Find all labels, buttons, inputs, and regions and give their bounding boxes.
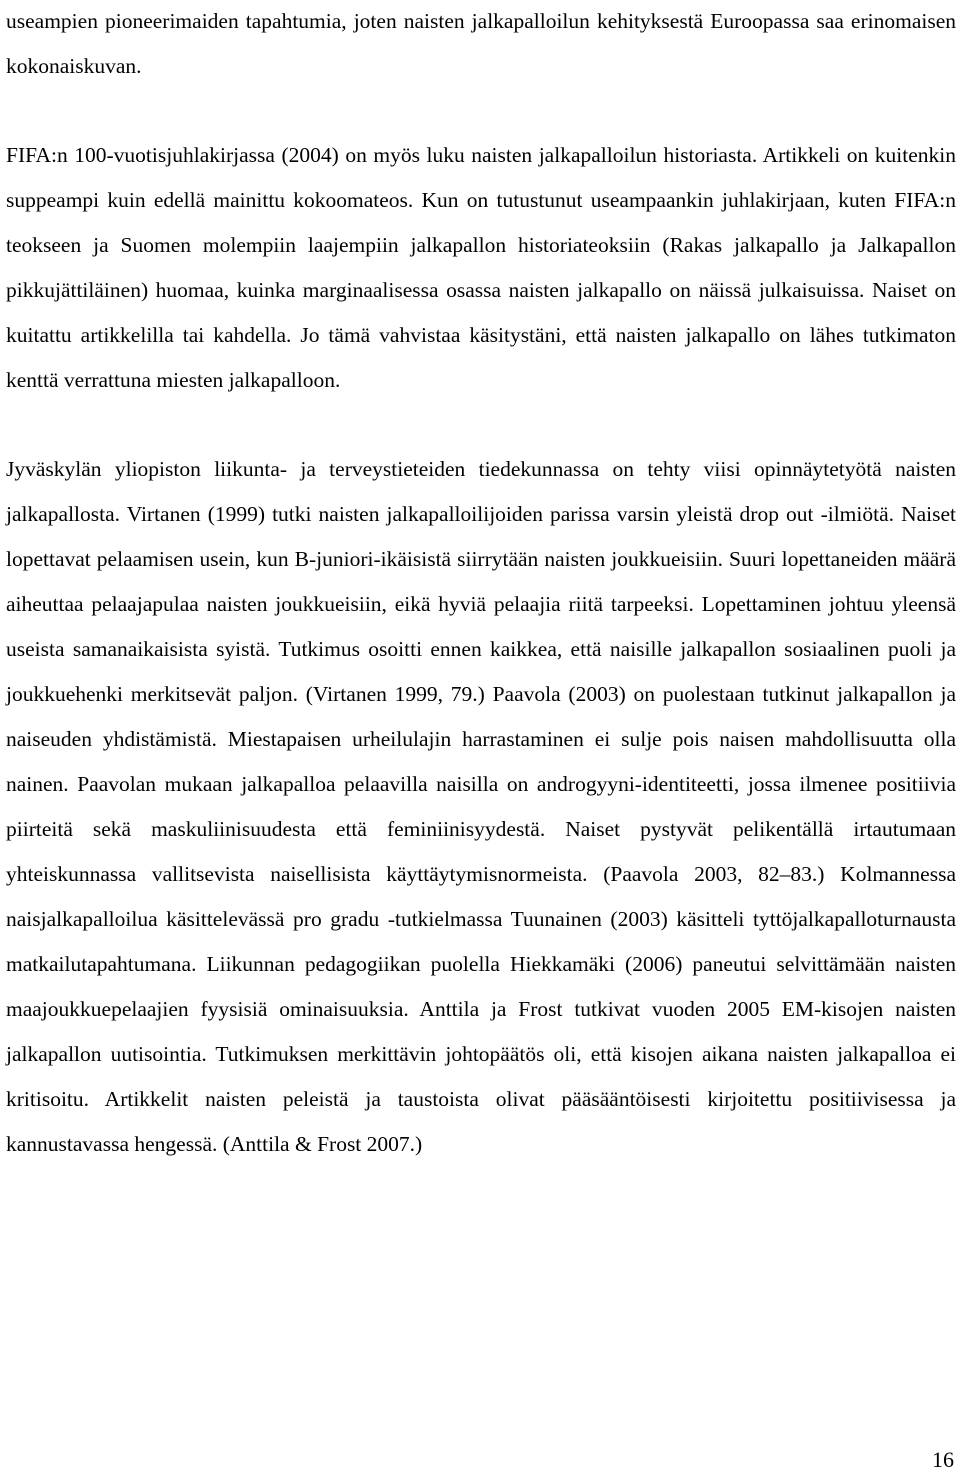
page-number: 16 (932, 1447, 954, 1472)
paragraph-fifa-book: FIFA:n 100-vuotisjuhlakirjassa (2004) on myös luku naisten jalkapalloilun historiasta. Artikkeli on kuitenkin suppeampi kuin edellä mainittu kokoomateos. Kun on tutustunut useampaankin juhlakirjaan, kuten FIFA:n teokseen ja Suomen molempiin laajempiin jalkapallon historiateoksiin (Rakas jalkapallo ja Jalkapallon pikkujättiläinen) huomaa, kuinka marginaalisessa osassa naisten jalkapallo on näissä julkaisuissa. Naiset on kuitattu artikkelilla tai kahdella. Jo tämä vahvistaa käsitystäni, että naisten jalkapallo on lähes tutkimaton kenttä verrattuna miesten jalkapalloon. (6, 143, 956, 392)
paragraph-intro-continuation: useampien pioneerimaiden tapahtumia, joten naisten jalkapalloilun kehityksestä Euroopassa saa erinomaisen kokonaiskuvan. (6, 9, 956, 78)
paragraph-theses: Jyväskylän yliopiston liikunta- ja terveystieteiden tiedekunnassa on tehty viisi opinnäytetyötä naisten jalkapallosta. Virtanen (1999) tutki naisten jalkapalloilijoiden parissa varsin yleistä drop out -ilmiötä. Naiset lopettavat pelaamisen usein, kun B-juniori-ikäisistä siirrytään naisten joukkueisiin. Suuri lopettaneiden määrä aiheuttaa pelaajapulaa naisten joukkueisiin, eikä hyviä pelaajia riitä tarpeeksi. Lopettaminen johtuu yleensä useista samanaikaisista syistä. Tutkimus osoitti ennen kaikkea, että naisille jalkapallon sosiaalinen puoli ja joukkuehenki merkitsevät paljon. (Virtanen 1999, 79.) Paavola (2003) on puolestaan tutkinut jalkapallon ja naiseuden yhdistämistä. Miestapaisen urheilulajin harrastaminen ei sulje pois naisen mahdollisuutta olla nainen. Paavolan mukaan jalkapalloa pelaavilla naisilla on androgyyni-identiteetti, jossa ilmenee positiivia piirteitä sekä maskuliinisuudesta että feminiinisyydestä. Naiset pystyvät pelikentällä irtautumaan yhteiskunnassa vallitsevista naisellisista käyttäytymisnormeista. (Paavola 2003, 82–83.) Kolmannessa naisjalkapalloilua käsittelevässä pro gradu -tutkielmassa Tuunainen (2003) käsitteli tyttöjalkapalloturnausta matkailutapahtumana. Liikunnan pedagogiikan puolella Hiekkamäki (2006) paneutui selvittämään naisten maajoukkuepelaajien fyysisiä ominaisuuksia. Anttila ja Frost tutkivat vuoden 2005 EM-kisojen naisten jalkapallon uutisointia. Tutkimuksen merkittävin johtopäätös oli, että kisojen aikana naisten jalkapalloa ei kritisoitu. Artikkelit naisten peleistä ja taustoista olivat pääsääntöisesti kirjoitettu positiivisessa ja kannustavassa hengessä. (Anttila & Frost 2007.) (6, 457, 956, 1156)
document-page (6, 0, 956, 1167)
